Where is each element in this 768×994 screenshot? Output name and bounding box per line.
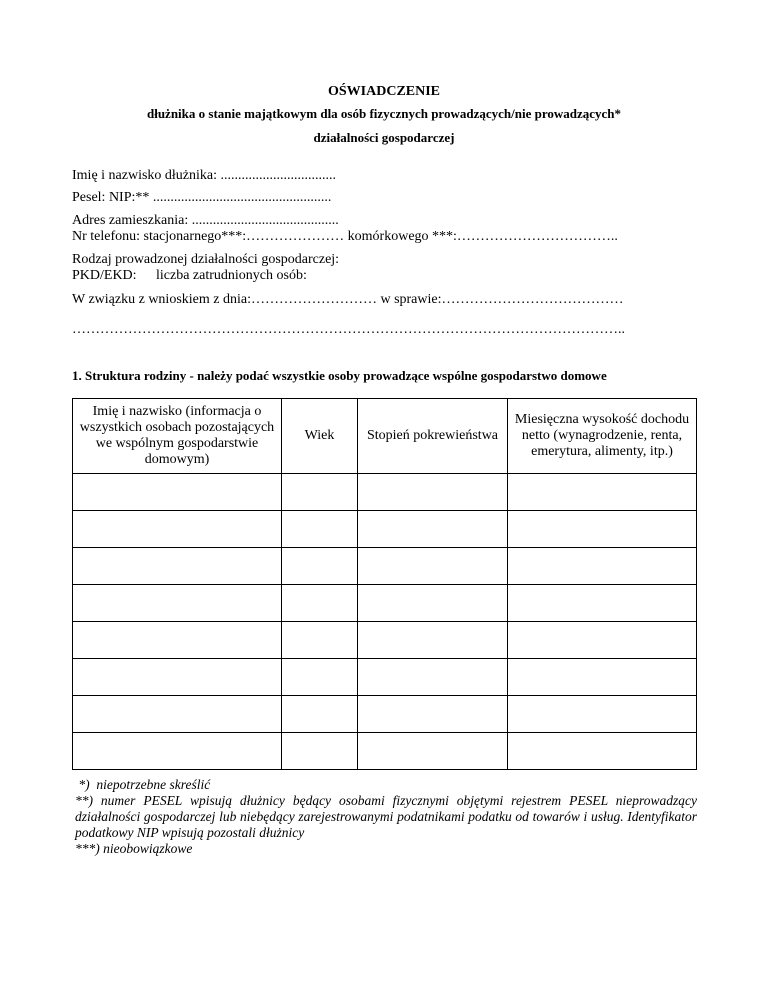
relationship-cell[interactable] — [358, 474, 508, 511]
table-row — [73, 585, 697, 622]
table-header-row — [73, 399, 697, 474]
table-row — [73, 548, 697, 585]
age-cell[interactable] — [282, 659, 358, 696]
income-cell[interactable] — [508, 696, 697, 733]
age-cell[interactable] — [282, 622, 358, 659]
footnotes — [75, 777, 697, 857]
relationship-cell[interactable] — [358, 511, 508, 548]
relationship-cell[interactable] — [358, 733, 508, 770]
footnote-non-mandatory: ***) nieobowiązkowe — [75, 841, 193, 856]
age-cell[interactable] — [282, 548, 358, 585]
pkd-ekd-label: PKD/EKD: — [72, 268, 137, 283]
business-type-field[interactable]: Rodzaj prowadzonej działalności gospodarczej: — [72, 252, 340, 267]
name-cell[interactable] — [73, 474, 282, 511]
income-cell[interactable] — [508, 659, 697, 696]
age-cell[interactable] — [282, 474, 358, 511]
column-header-income: Miesięczna wysokość dochodu netto (wynagrodzenie, renta, emerytura, alimenty, itp.) — [508, 399, 697, 474]
relationship-cell[interactable] — [358, 659, 508, 696]
dotted-continuation-line[interactable]: ……………………………………………………………………………………………………….. — [72, 322, 625, 337]
relationship-cell[interactable] — [358, 696, 508, 733]
table-row — [73, 622, 697, 659]
table-row — [73, 511, 697, 548]
age-cell[interactable] — [282, 511, 358, 548]
age-cell[interactable] — [282, 585, 358, 622]
table-row — [73, 733, 697, 770]
debtor-name-field[interactable]: Imię i nazwisko dłużnika: ................................. — [72, 168, 337, 183]
document-subtitle-line2: działalności gospodarczej — [313, 130, 455, 145]
income-cell[interactable] — [508, 474, 697, 511]
column-header-relationship: Stopień pokrewieństwa — [358, 399, 508, 474]
name-cell[interactable] — [73, 696, 282, 733]
column-header-age: Wiek — [282, 399, 358, 474]
age-cell[interactable] — [282, 696, 358, 733]
document-title: OŚWIADCZENIE — [327, 84, 441, 99]
name-cell[interactable] — [73, 511, 282, 548]
footnote-optional-strike: *) niepotrzebne skreślić — [75, 777, 211, 792]
pesel-nip-field[interactable]: Pesel: NIP:** ................................................... — [72, 190, 332, 205]
relationship-cell[interactable] — [358, 622, 508, 659]
table-row — [73, 696, 697, 733]
relationship-cell[interactable] — [358, 585, 508, 622]
name-cell[interactable] — [73, 548, 282, 585]
income-cell[interactable] — [508, 733, 697, 770]
table-row — [73, 474, 697, 511]
application-field[interactable]: W związku z wnioskiem z dnia:……………………… w sprawie:………………………………… — [72, 292, 624, 307]
footnote-pesel-nip: **) numer PESEL wpisują dłużnicy będący osobami fizycznymi objętymi rejestrem PESEL nieprowadzący działalności gospodarczej lub niebędący zarejestrowanymi podatnikami podatku od towarów i usług. Identyfikator podatkowy NIP wpisują pozostali dłużnicy — [75, 793, 697, 840]
section-family-heading: 1. Struktura rodziny - należy podać wszystkie osoby prowadzące wspólne gospodarstwo domowe — [72, 368, 607, 383]
address-field[interactable]: Adres zamieszkania: .......................................... — [72, 213, 339, 228]
relationship-cell[interactable] — [358, 548, 508, 585]
age-cell[interactable] — [282, 733, 358, 770]
family-structure-table — [72, 398, 697, 770]
employees-count-field[interactable]: liczba zatrudnionych osób: — [156, 268, 307, 283]
name-cell[interactable] — [73, 622, 282, 659]
income-cell[interactable] — [508, 585, 697, 622]
income-cell[interactable] — [508, 548, 697, 585]
name-cell[interactable] — [73, 659, 282, 696]
name-cell[interactable] — [73, 733, 282, 770]
column-header-name: Imię i nazwisko (informacja o wszystkich osobach pozostających we wspólnym gospodarstwie domowym) — [73, 399, 282, 474]
income-cell[interactable] — [508, 622, 697, 659]
document-subtitle-line1: dłużnika o stanie majątkowym dla osób fizycznych prowadzących/nie prowadzących* — [146, 106, 622, 121]
phone-field[interactable]: Nr telefonu: stacjonarnego***:………………… komórkowego ***:…………………………….. — [72, 229, 618, 244]
name-cell[interactable] — [73, 585, 282, 622]
income-cell[interactable] — [508, 511, 697, 548]
table-row — [73, 659, 697, 696]
